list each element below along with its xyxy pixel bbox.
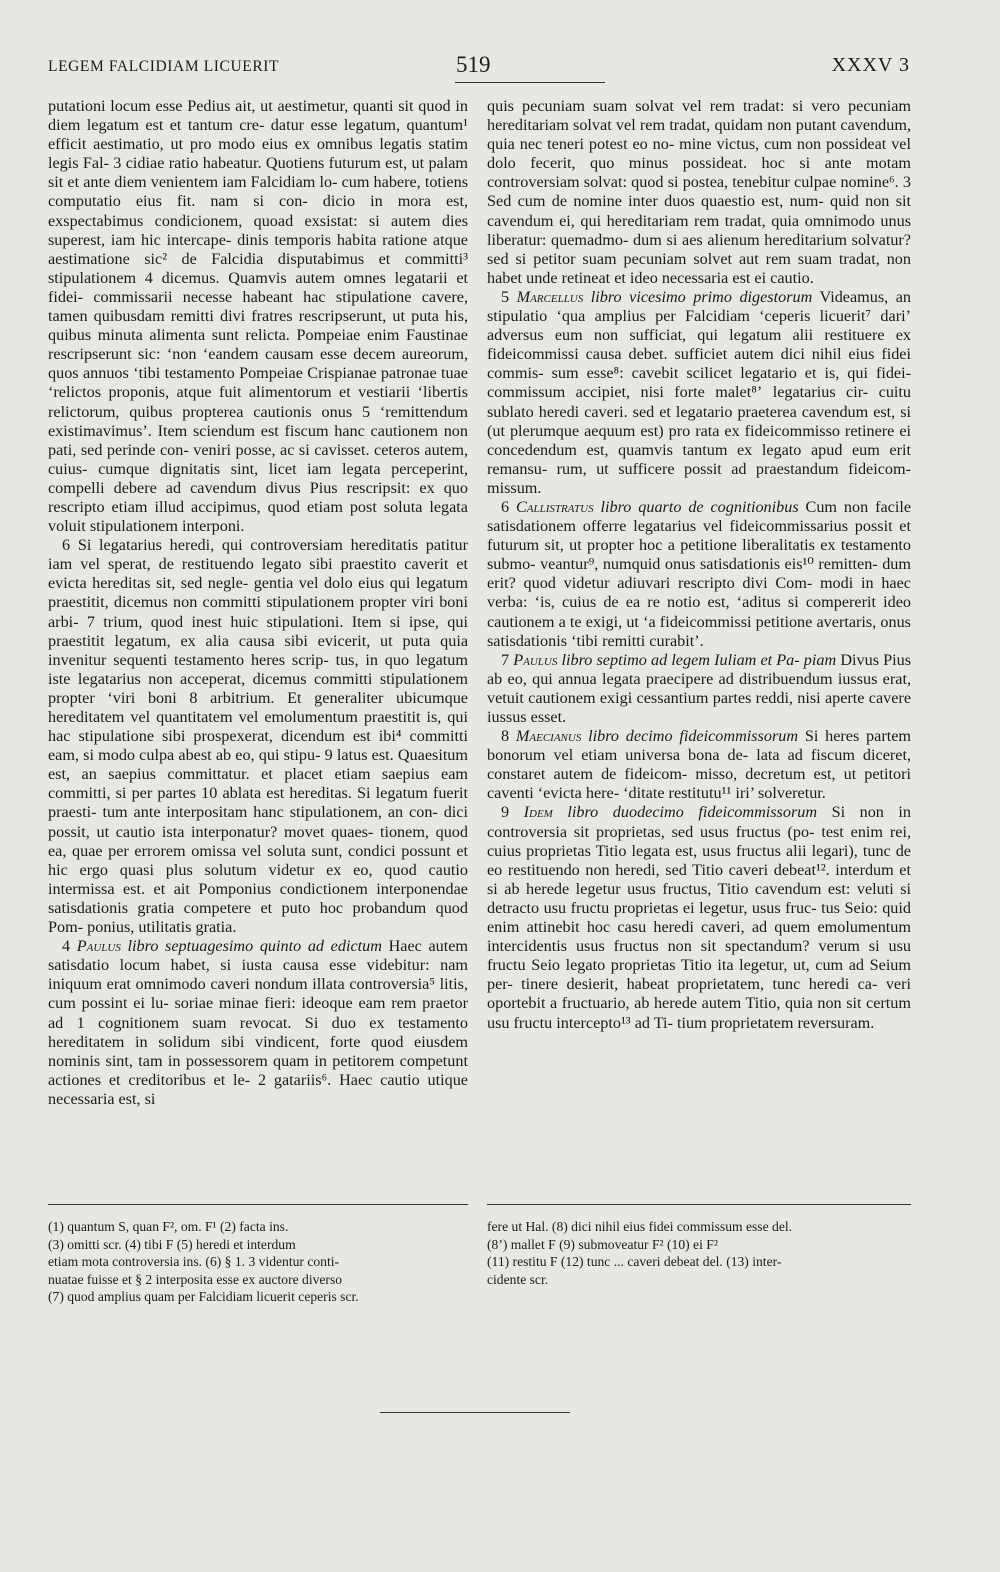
footnote-line: etiam mota controversia ins. (6) § 1. 3 videntur conti- [48,1254,340,1269]
paragraph: 6 Si legatarius heredi, qui controversiam hereditatis patitur iam vel sperat, de restituendo legato sibi praestito caverit et evicta hereditas sit, sed negle- gentia vel dolo eius qui legatum praestitit, dicemus non committi stipulationem propter viri boni arbi- 7 trium, quod inest huic stipulationi. Item si ipse, qui praestitit legatum, ex alia causa sibi evicerit, ut puta quia invenitur sequenti testamento heres scrip- tus, in quo legatum iste legatarius non acceperat, dicemus committi stipulationem propter ‘viri boni 8 arbitrium. Et generaliter ubicumque hereditatem vel quantitatem vel emolumentum praestitit is, qui hac stipulatione sibi prospexerat, dicendum est ibi⁴ committi eam, si modo culpa abest ab eo, qui stipu- 9 latus est. Quaesitum est, an saepius committatur. et placet etiam saepius eam committi, si per partes 10 ablata est hereditas. Si legatum fuerit praesti- tum ante interpositam hanc stipulationem, an con- dici possit, ut cautio ista interponatur? movet quaes- tionem, quod ea, quae per errorem omissa vel soluta sunt, condici possunt et hic ergo quasi plus solutum videtur ex eo, quod cautio intermissa est. et ait Pomponius condictionem interponendae satisdationis gratia competere et puto hoc probandum quod Pom- ponius, utilitatis gratia. [48,536,468,937]
section-work: libro decimo fideicommissorum [588,727,799,746]
section-8 [487,727,911,803]
footnote-line: (8ʼ) mallet F (9) submoveatur F² (10) ei F² [487,1236,718,1252]
running-title: LEGEM FALCIDIAM LICUERIT [48,58,280,75]
section-text: Haec autem satisdatio locum habet, si iusta causa esse videbitur: nam iniquum erat omnimodo caveri nondum illata controversia⁵ litis, cum possint ei lu- soriae minae fieri: ideoque eam rem praetor ad 1 cognitionem suam revocat. Si duo ex testamento hereditatem in solidum sibi vindicent, forte quod eiusdem nominis sint, tam in possessorem quam in petitorem competunt actiones et creditoribus et le- 2 gatariis⁶. Haec cautio utique necessaria est, si [48,937,469,1108]
section-author: Paulus [76,937,121,956]
section-text: Cum non facile satisdationem offerre legatarius vel fideicommissarius possit et futurum sit, ut propter hoc a petitione liberalitatis ex testamento submo- veantur⁹, numquid onus satisdationis eis¹⁰ remitten- dum erit? quod videtur adiuvari rescripto divi Com- modi in haec verba: ‘is, cuius de ea re notio est, ‘aditus si compererit ideo cautionem a te exigi, ut ‘a fideicommissi petitione avertaris, onus satisdationis ‘tibi remitti curabit’. [487,497,912,650]
footnote-line: (11) restitu F (12) tunc ... caveri debeat del. (13) inter- [487,1254,782,1269]
right-column [487,97,911,1033]
paragraph: putationi locum esse Pedius ait, ut aestimetur, quanti sit quod in diem legatum est et tantum cre- datur esse legatum, quantum¹ efficit aestimatio, ut pro modo eius ex omnibus legatis statim legis Fal- 3 cidiae ratio habeatur. Quotiens futurum est, ut palam sit et ante diem venientem iam Falcidiam lo- cum habere, totiens computatio eius fit. nam si con- dicio in mora est, exspectabimus condicionem, quoad exsistat: si autem dies superest, iam hic intercape- dinis temporis habita ratione atque aestimatione sic² de Falcidia disputabimus et committi³ stipulationem 4 dicemus. Quamvis autem omnes legatarii et fidei- commissarii necesse habeant hac stipulatione cavere, tamen quibusdam remitti divi fratres rescripserunt, ut puta his, quibus minuta alimenta sunt relicta. Pompeiae enim Faustinae rescripserunt sic: ‘non ‘eandem causam esse decem aureorum, quos annuos ‘tibi testamento Pompeiae Crispianae patronae tuae ‘relictos proponis, atque fuit alimentorum et vestiarii ‘libertis relictorum, quibus propterea cautionis onus 5 ‘remittendum existimavimus’. Item sciendum est fiscum hanc cautionem non pati, sed perinde con- veniri posse, ac si cavisset. ceteros autem, cuius- cumque dignitatis sint, licet iam legata perceperint, compelli debere ad cavendum divus Pius rescripsit: ex quo rescripto etiam illud accipimus, quod etiam post soluta legata voluit stipulationem interponi. [48,97,468,536]
section-work: libro vicesimo primo digestorum [590,287,813,306]
section-number: 5 [501,287,510,306]
section-author: Idem [523,803,553,822]
bottom-rule [380,1412,570,1413]
footnote-line: nuatae fuisse et § 2 interposita esse ex auctore diverso [48,1271,343,1287]
section-number: 6 [501,497,510,516]
paragraph: quis pecuniam suam solvat vel rem tradat: si vero pecuniam hereditariam solvat vel rem tradat, quidam non putant cavendum, quia nec teneri potest eo no- mine victus, cum non possideat vel dolo fecerit, quo minus possideat. hoc si ante motam controversiam solvat: quod si postea, tenebitur culpae nomine⁶. 3 Sed cum de nomine inter duos quaestio est, num- quid non sit cavendum ei, qui hereditariam rem tradat, quia omnimodo unus liberatur: quemadmo- dum si aes alienum hereditarium solvatur? sed si petitor suam pecuniam solvet aut rem suam tradat, non habet unde retineat et ideo necessaria est ei cautio. [487,97,911,287]
book-title-reference: XXXV 3 [831,54,910,76]
section-author: Paulus [513,650,558,669]
footnote-line: (1) quantum S, quan F², om. F¹ (2) facta ins. [48,1219,289,1234]
footnote-rule-left [48,1204,468,1205]
footnote-line: (7) quod amplius quam per Falcidiam licuerit ceperis scr. [48,1289,359,1304]
section-text: Si non in controversia sit proprietas, sed usus fructus (po- test enim rei, cuius proprietas Titio legata est, usus fructus alii legari), tunc de eo restituendo non heredi, sed Titio caveri debeat¹². interdum et si ab herede legetur usus fructus, Titio cavendum est: veluti si detracto usu fructu proprietas ei legetur, usus fruc- tus Seio: quid enim attinebit hoc casu heredi caveri, ad quem emolumentum intercidentis usus fructus non sit spectandum? verum si usu fructu Seio legato proprietas Titio ita legetur, ut, cum ad Seium per- tinere desierit, habeat proprietatem, tunc heredi ca- veri oportebit a fructuario, ab herede autem Titio, quia non sit certum usu fructu intercepto¹³ ad Ti- tium proprietatem reversuram. [487,803,912,1032]
section-number: 8 [501,727,510,746]
section-author: Callistratus [515,497,594,516]
footnotes-left [48,1218,468,1306]
section-number: 4 [62,937,71,956]
footnote-line: cidente scr. [487,1271,549,1287]
section-text: Videamus, an stipulatio ‘qua amplius per Falcidiam ‘ceperis licuerit⁷ dari’ adversus eum non sufficiat, qui legatum alii restituere ex fideicommissi causa debet. sufficiet autem dici nihil eius fidei commis- sum esse⁸: cavebit scilicet legatario et is, qui fidei- commissum accipiet, nisi forte malet⁸ʼ legatarius cir- cuitu sublato heredi caveri. sed et legatario praeterea cavendum est, si (ut plerumque aequum est) pro rata ex fideicommisso retinere ei concedendum est, quamvis tantum ex legato apud eum erit remansu- rum, ut sufficere possit ad praestandum fideicom- missum. [487,287,911,497]
running-head [48,50,910,86]
section-work: libro septimo ad legem Iuliam et Pa- piam [561,650,837,669]
section-4 [48,937,468,1109]
section-number: 9 [501,803,510,822]
section-author: Maecianus [515,727,582,746]
footnote-line: (3) omitti scr. (4) tibi F (5) heredi et interdum [48,1236,296,1252]
section-work: libro quarto de cognitionibus [600,497,799,516]
section-work: libro duodecimo fideicommissorum [567,803,818,822]
page-number: 519 [456,52,491,77]
section-text: Divus Pius ab eo, qui annua legata praecipere ad distribuendum iussus erat, vetuit cautionem exigi cessantium partes reddi, nisi aperte cavere iussus esset. [487,650,912,726]
section-text: Si heres partem bonorum vel etiam universa bona de- lata ad fiscum diceret, constaret autem de fideicom- misso, decretum est, ut petitori caventi ‘evicta here- ‘ditate restitutu¹¹ iri’ solveretur. [487,727,912,803]
section-number: 7 [501,650,510,669]
page-number-rule [455,82,605,83]
left-column [48,97,468,1109]
section-5 [487,288,911,498]
footnote-rule-right [487,1204,911,1205]
section-9 [487,803,911,1032]
footnotes-right [487,1218,911,1288]
section-author: Marcellus [516,287,584,306]
section-work: libro septuagesimo quinto ad edictum [127,937,382,956]
section-6 [487,498,911,651]
footnote-line: fere ut Hal. (8) dici nihil eius fidei commissum esse del. [487,1219,793,1234]
section-7 [487,651,911,727]
